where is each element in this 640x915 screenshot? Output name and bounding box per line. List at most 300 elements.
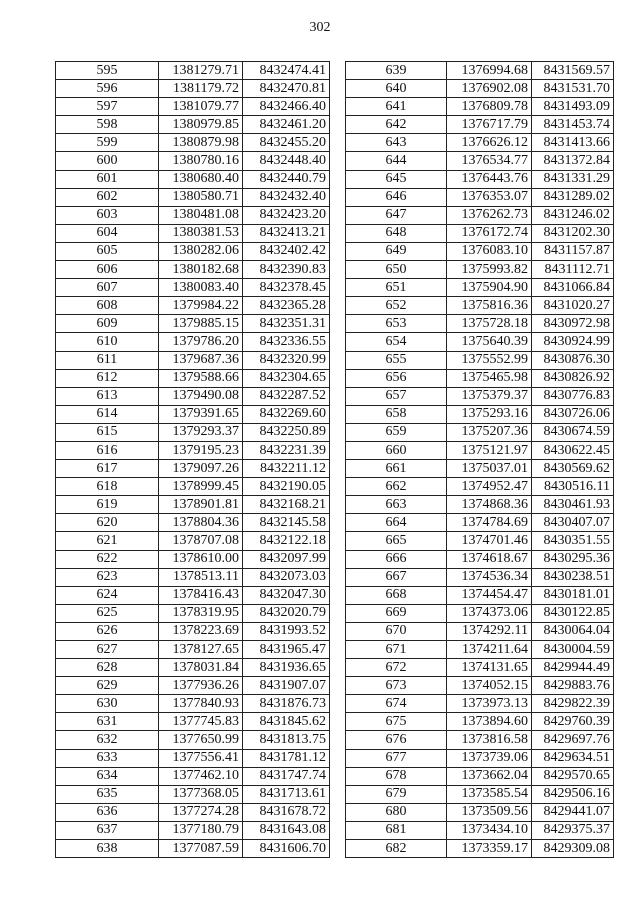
- x-coordinate-cell: 1376626.12: [447, 134, 532, 152]
- x-coordinate-cell: 1379786.20: [159, 333, 243, 351]
- y-coordinate-cell: 8430972.98: [532, 315, 614, 333]
- y-coordinate-cell: 8432402.42: [243, 242, 330, 260]
- y-coordinate-cell: 8432211.12: [243, 460, 330, 478]
- point-number-cell: 601: [56, 170, 159, 188]
- y-coordinate-cell: 8430004.59: [532, 641, 614, 659]
- table-row: [56, 351, 330, 369]
- coordinate-table-left-body: [56, 62, 330, 858]
- x-coordinate-cell: 1378223.69: [159, 622, 243, 640]
- table-row: [56, 80, 330, 98]
- table-row: [346, 550, 614, 568]
- x-coordinate-cell: 1377462.10: [159, 767, 243, 785]
- table-row: [346, 821, 614, 839]
- y-coordinate-cell: 8431643.08: [243, 821, 330, 839]
- table-row: [56, 695, 330, 713]
- point-number-cell: 616: [56, 441, 159, 459]
- x-coordinate-cell: 1379293.37: [159, 423, 243, 441]
- point-number-cell: 634: [56, 767, 159, 785]
- y-coordinate-cell: 8430924.99: [532, 333, 614, 351]
- x-coordinate-cell: 1375465.98: [447, 369, 532, 387]
- y-coordinate-cell: 8429441.07: [532, 803, 614, 821]
- y-coordinate-cell: 8432122.18: [243, 532, 330, 550]
- x-coordinate-cell: 1380580.71: [159, 188, 243, 206]
- point-number-cell: 672: [346, 659, 447, 677]
- y-coordinate-cell: 8430064.04: [532, 622, 614, 640]
- table-row: [346, 152, 614, 170]
- table-row: [346, 62, 614, 80]
- y-coordinate-cell: 8432097.99: [243, 550, 330, 568]
- table-row: [346, 279, 614, 297]
- point-number-cell: 671: [346, 641, 447, 659]
- x-coordinate-cell: 1378416.43: [159, 586, 243, 604]
- table-row: [346, 441, 614, 459]
- x-coordinate-cell: 1375816.36: [447, 297, 532, 315]
- point-number-cell: 636: [56, 803, 159, 821]
- point-number-cell: 625: [56, 604, 159, 622]
- table-row: [56, 821, 330, 839]
- point-number-cell: 610: [56, 333, 159, 351]
- x-coordinate-cell: 1377368.05: [159, 785, 243, 803]
- x-coordinate-cell: 1378031.84: [159, 659, 243, 677]
- point-number-cell: 613: [56, 387, 159, 405]
- table-row: [346, 568, 614, 586]
- point-number-cell: 660: [346, 441, 447, 459]
- y-coordinate-cell: 8432466.40: [243, 98, 330, 116]
- point-number-cell: 678: [346, 767, 447, 785]
- x-coordinate-cell: 1379588.66: [159, 369, 243, 387]
- y-coordinate-cell: 8431289.02: [532, 188, 614, 206]
- y-coordinate-cell: 8431845.62: [243, 713, 330, 731]
- table-row: [56, 297, 330, 315]
- x-coordinate-cell: 1374536.34: [447, 568, 532, 586]
- y-coordinate-cell: 8432250.89: [243, 423, 330, 441]
- table-row: [56, 622, 330, 640]
- x-coordinate-cell: 1373816.58: [447, 731, 532, 749]
- y-coordinate-cell: 8429375.37: [532, 821, 614, 839]
- x-coordinate-cell: 1380481.08: [159, 206, 243, 224]
- table-row: [346, 297, 614, 315]
- y-coordinate-cell: 8431020.27: [532, 297, 614, 315]
- x-coordinate-cell: 1376262.73: [447, 206, 532, 224]
- table-row: [346, 405, 614, 423]
- y-coordinate-cell: 8432470.81: [243, 80, 330, 98]
- table-row: [346, 134, 614, 152]
- point-number-cell: 646: [346, 188, 447, 206]
- x-coordinate-cell: 1378610.00: [159, 550, 243, 568]
- point-number-cell: 637: [56, 821, 159, 839]
- table-row: [56, 188, 330, 206]
- table-row: [56, 134, 330, 152]
- table-row: [346, 803, 614, 821]
- point-number-cell: 668: [346, 586, 447, 604]
- table-row: [56, 279, 330, 297]
- point-number-cell: 647: [346, 206, 447, 224]
- table-row: [56, 840, 330, 858]
- x-coordinate-cell: 1380381.53: [159, 224, 243, 242]
- table-row: [56, 116, 330, 134]
- table-row: [56, 460, 330, 478]
- y-coordinate-cell: 8431531.70: [532, 80, 614, 98]
- table-row: [346, 496, 614, 514]
- table-row: [56, 423, 330, 441]
- x-coordinate-cell: 1373509.56: [447, 803, 532, 821]
- x-coordinate-cell: 1379984.22: [159, 297, 243, 315]
- x-coordinate-cell: 1380979.85: [159, 116, 243, 134]
- point-number-cell: 623: [56, 568, 159, 586]
- table-row: [56, 369, 330, 387]
- y-coordinate-cell: 8429634.51: [532, 749, 614, 767]
- x-coordinate-cell: 1381279.71: [159, 62, 243, 80]
- x-coordinate-cell: 1378901.81: [159, 496, 243, 514]
- y-coordinate-cell: 8431713.61: [243, 785, 330, 803]
- table-row: [56, 206, 330, 224]
- y-coordinate-cell: 8432461.20: [243, 116, 330, 134]
- point-number-cell: 635: [56, 785, 159, 803]
- x-coordinate-cell: 1381079.77: [159, 98, 243, 116]
- point-number-cell: 608: [56, 297, 159, 315]
- y-coordinate-cell: 8431493.09: [532, 98, 614, 116]
- y-coordinate-cell: 8431747.74: [243, 767, 330, 785]
- point-number-cell: 656: [346, 369, 447, 387]
- point-number-cell: 614: [56, 405, 159, 423]
- point-number-cell: 669: [346, 604, 447, 622]
- y-coordinate-cell: 8432423.20: [243, 206, 330, 224]
- table-row: [346, 98, 614, 116]
- point-number-cell: 627: [56, 641, 159, 659]
- table-row: [346, 840, 614, 858]
- y-coordinate-cell: 8431157.87: [532, 242, 614, 260]
- y-coordinate-cell: 8432231.39: [243, 441, 330, 459]
- x-coordinate-cell: 1376443.76: [447, 170, 532, 188]
- y-coordinate-cell: 8431606.70: [243, 840, 330, 858]
- y-coordinate-cell: 8430407.07: [532, 514, 614, 532]
- y-coordinate-cell: 8429309.08: [532, 840, 614, 858]
- x-coordinate-cell: 1380083.40: [159, 279, 243, 297]
- table-row: [56, 152, 330, 170]
- table-row: [346, 170, 614, 188]
- x-coordinate-cell: 1380282.06: [159, 242, 243, 260]
- table-row: [346, 116, 614, 134]
- point-number-cell: 657: [346, 387, 447, 405]
- point-number-cell: 638: [56, 840, 159, 858]
- x-coordinate-cell: 1374052.15: [447, 677, 532, 695]
- point-number-cell: 680: [346, 803, 447, 821]
- point-number-cell: 682: [346, 840, 447, 858]
- table-row: [56, 261, 330, 279]
- table-row: [56, 677, 330, 695]
- x-coordinate-cell: 1373894.60: [447, 713, 532, 731]
- x-coordinate-cell: 1377745.83: [159, 713, 243, 731]
- y-coordinate-cell: 8431569.57: [532, 62, 614, 80]
- x-coordinate-cell: 1373585.54: [447, 785, 532, 803]
- point-number-cell: 644: [346, 152, 447, 170]
- point-number-cell: 630: [56, 695, 159, 713]
- x-coordinate-cell: 1376534.77: [447, 152, 532, 170]
- y-coordinate-cell: 8432145.58: [243, 514, 330, 532]
- y-coordinate-cell: 8432047.30: [243, 586, 330, 604]
- table-row: [56, 387, 330, 405]
- x-coordinate-cell: 1375640.39: [447, 333, 532, 351]
- point-number-cell: 596: [56, 80, 159, 98]
- point-number-cell: 673: [346, 677, 447, 695]
- point-number-cell: 629: [56, 677, 159, 695]
- y-coordinate-cell: 8430622.45: [532, 441, 614, 459]
- point-number-cell: 619: [56, 496, 159, 514]
- table-row: [56, 405, 330, 423]
- x-coordinate-cell: 1379195.23: [159, 441, 243, 459]
- point-number-cell: 624: [56, 586, 159, 604]
- x-coordinate-cell: 1381179.72: [159, 80, 243, 98]
- x-coordinate-cell: 1376994.68: [447, 62, 532, 80]
- x-coordinate-cell: 1375037.01: [447, 460, 532, 478]
- point-number-cell: 679: [346, 785, 447, 803]
- coordinate-table-right: [345, 61, 614, 858]
- point-number-cell: 662: [346, 478, 447, 496]
- table-row: [56, 315, 330, 333]
- table-row: [56, 333, 330, 351]
- x-coordinate-cell: 1375293.16: [447, 405, 532, 423]
- point-number-cell: 665: [346, 532, 447, 550]
- x-coordinate-cell: 1376809.78: [447, 98, 532, 116]
- y-coordinate-cell: 8432168.21: [243, 496, 330, 514]
- table-row: [56, 749, 330, 767]
- table-row: [346, 767, 614, 785]
- table-row: [346, 749, 614, 767]
- point-number-cell: 632: [56, 731, 159, 749]
- y-coordinate-cell: 8430876.30: [532, 351, 614, 369]
- x-coordinate-cell: 1378707.08: [159, 532, 243, 550]
- x-coordinate-cell: 1373973.13: [447, 695, 532, 713]
- point-number-cell: 649: [346, 242, 447, 260]
- point-number-cell: 675: [346, 713, 447, 731]
- point-number-cell: 595: [56, 62, 159, 80]
- table-row: [56, 514, 330, 532]
- y-coordinate-cell: 8431112.71: [532, 261, 614, 279]
- point-number-cell: 604: [56, 224, 159, 242]
- x-coordinate-cell: 1374952.47: [447, 478, 532, 496]
- y-coordinate-cell: 8431066.84: [532, 279, 614, 297]
- y-coordinate-cell: 8432448.40: [243, 152, 330, 170]
- x-coordinate-cell: 1378127.65: [159, 641, 243, 659]
- x-coordinate-cell: 1379391.65: [159, 405, 243, 423]
- y-coordinate-cell: 8431202.30: [532, 224, 614, 242]
- y-coordinate-cell: 8431246.02: [532, 206, 614, 224]
- table-row: [346, 731, 614, 749]
- point-number-cell: 664: [346, 514, 447, 532]
- x-coordinate-cell: 1376172.74: [447, 224, 532, 242]
- table-row: [346, 369, 614, 387]
- x-coordinate-cell: 1377556.41: [159, 749, 243, 767]
- y-coordinate-cell: 8430181.01: [532, 586, 614, 604]
- table-row: [56, 62, 330, 80]
- y-coordinate-cell: 8432474.41: [243, 62, 330, 80]
- y-coordinate-cell: 8430351.55: [532, 532, 614, 550]
- point-number-cell: 667: [346, 568, 447, 586]
- x-coordinate-cell: 1374701.46: [447, 532, 532, 550]
- x-coordinate-cell: 1373662.04: [447, 767, 532, 785]
- table-row: [56, 242, 330, 260]
- y-coordinate-cell: 8431965.47: [243, 641, 330, 659]
- table-row: [56, 731, 330, 749]
- x-coordinate-cell: 1375904.90: [447, 279, 532, 297]
- y-coordinate-cell: 8430826.92: [532, 369, 614, 387]
- table-row: [346, 351, 614, 369]
- x-coordinate-cell: 1375379.37: [447, 387, 532, 405]
- point-number-cell: 603: [56, 206, 159, 224]
- y-coordinate-cell: 8432390.83: [243, 261, 330, 279]
- table-row: [56, 224, 330, 242]
- y-coordinate-cell: 8432020.79: [243, 604, 330, 622]
- x-coordinate-cell: 1376083.10: [447, 242, 532, 260]
- table-row: [346, 532, 614, 550]
- table-row: [346, 677, 614, 695]
- y-coordinate-cell: 8432336.55: [243, 333, 330, 351]
- table-row: [346, 641, 614, 659]
- point-number-cell: 670: [346, 622, 447, 640]
- point-number-cell: 605: [56, 242, 159, 260]
- table-row: [346, 713, 614, 731]
- table-row: [346, 695, 614, 713]
- y-coordinate-cell: 8432455.20: [243, 134, 330, 152]
- point-number-cell: 651: [346, 279, 447, 297]
- y-coordinate-cell: 8429883.76: [532, 677, 614, 695]
- point-number-cell: 633: [56, 749, 159, 767]
- point-number-cell: 597: [56, 98, 159, 116]
- y-coordinate-cell: 8429822.39: [532, 695, 614, 713]
- table-row: [346, 206, 614, 224]
- point-number-cell: 645: [346, 170, 447, 188]
- x-coordinate-cell: 1374618.67: [447, 550, 532, 568]
- x-coordinate-cell: 1373359.17: [447, 840, 532, 858]
- table-row: [346, 387, 614, 405]
- y-coordinate-cell: 8431372.84: [532, 152, 614, 170]
- point-number-cell: 617: [56, 460, 159, 478]
- page-number: 302: [309, 20, 331, 35]
- y-coordinate-cell: 8429506.16: [532, 785, 614, 803]
- y-coordinate-cell: 8432365.28: [243, 297, 330, 315]
- table-row: [346, 224, 614, 242]
- table-row: [346, 604, 614, 622]
- table-row: [346, 333, 614, 351]
- point-number-cell: 611: [56, 351, 159, 369]
- x-coordinate-cell: 1375728.18: [447, 315, 532, 333]
- x-coordinate-cell: 1376353.07: [447, 188, 532, 206]
- table-row: [56, 641, 330, 659]
- point-number-cell: 677: [346, 749, 447, 767]
- table-row: [346, 659, 614, 677]
- point-number-cell: 666: [346, 550, 447, 568]
- x-coordinate-cell: 1374292.11: [447, 622, 532, 640]
- y-coordinate-cell: 8431413.66: [532, 134, 614, 152]
- coordinate-table-right-body: [346, 62, 614, 858]
- x-coordinate-cell: 1380182.68: [159, 261, 243, 279]
- x-coordinate-cell: 1377180.79: [159, 821, 243, 839]
- table-row: [346, 423, 614, 441]
- point-number-cell: 643: [346, 134, 447, 152]
- y-coordinate-cell: 8429697.76: [532, 731, 614, 749]
- x-coordinate-cell: 1374131.65: [447, 659, 532, 677]
- x-coordinate-cell: 1375552.99: [447, 351, 532, 369]
- y-coordinate-cell: 8432269.60: [243, 405, 330, 423]
- point-number-cell: 663: [346, 496, 447, 514]
- x-coordinate-cell: 1379687.36: [159, 351, 243, 369]
- x-coordinate-cell: 1379097.26: [159, 460, 243, 478]
- y-coordinate-cell: 8430122.85: [532, 604, 614, 622]
- x-coordinate-cell: 1374868.36: [447, 496, 532, 514]
- x-coordinate-cell: 1374454.47: [447, 586, 532, 604]
- point-number-cell: 628: [56, 659, 159, 677]
- table-row: [56, 98, 330, 116]
- table-row: [56, 568, 330, 586]
- y-coordinate-cell: 8430238.51: [532, 568, 614, 586]
- point-number-cell: 639: [346, 62, 447, 80]
- y-coordinate-cell: 8431781.12: [243, 749, 330, 767]
- x-coordinate-cell: 1380879.98: [159, 134, 243, 152]
- x-coordinate-cell: 1373434.10: [447, 821, 532, 839]
- x-coordinate-cell: 1375207.36: [447, 423, 532, 441]
- y-coordinate-cell: 8431907.07: [243, 677, 330, 695]
- point-number-cell: 609: [56, 315, 159, 333]
- table-row: [56, 604, 330, 622]
- y-coordinate-cell: 8430726.06: [532, 405, 614, 423]
- point-number-cell: 655: [346, 351, 447, 369]
- point-number-cell: 599: [56, 134, 159, 152]
- y-coordinate-cell: 8432073.03: [243, 568, 330, 586]
- x-coordinate-cell: 1376717.79: [447, 116, 532, 134]
- y-coordinate-cell: 8430569.62: [532, 460, 614, 478]
- point-number-cell: 620: [56, 514, 159, 532]
- y-coordinate-cell: 8430461.93: [532, 496, 614, 514]
- table-row: [56, 496, 330, 514]
- table-row: [56, 767, 330, 785]
- point-number-cell: 659: [346, 423, 447, 441]
- x-coordinate-cell: 1374373.06: [447, 604, 532, 622]
- x-coordinate-cell: 1378804.36: [159, 514, 243, 532]
- table-row: [346, 785, 614, 803]
- y-coordinate-cell: 8430674.59: [532, 423, 614, 441]
- table-row: [56, 170, 330, 188]
- y-coordinate-cell: 8430295.36: [532, 550, 614, 568]
- table-row: [346, 478, 614, 496]
- table-row: [56, 586, 330, 604]
- point-number-cell: 674: [346, 695, 447, 713]
- x-coordinate-cell: 1374211.64: [447, 641, 532, 659]
- table-row: [346, 315, 614, 333]
- y-coordinate-cell: 8431678.72: [243, 803, 330, 821]
- table-row: [346, 80, 614, 98]
- table-row: [56, 803, 330, 821]
- x-coordinate-cell: 1374784.69: [447, 514, 532, 532]
- x-coordinate-cell: 1379490.08: [159, 387, 243, 405]
- table-row: [346, 460, 614, 478]
- x-coordinate-cell: 1380680.40: [159, 170, 243, 188]
- table-row: [56, 550, 330, 568]
- y-coordinate-cell: 8429760.39: [532, 713, 614, 731]
- y-coordinate-cell: 8432351.31: [243, 315, 330, 333]
- point-number-cell: 600: [56, 152, 159, 170]
- x-coordinate-cell: 1373739.06: [447, 749, 532, 767]
- x-coordinate-cell: 1380780.16: [159, 152, 243, 170]
- table-row: [56, 659, 330, 677]
- point-number-cell: 621: [56, 532, 159, 550]
- x-coordinate-cell: 1377087.59: [159, 840, 243, 858]
- point-number-cell: 622: [56, 550, 159, 568]
- x-coordinate-cell: 1379885.15: [159, 315, 243, 333]
- y-coordinate-cell: 8432378.45: [243, 279, 330, 297]
- point-number-cell: 612: [56, 369, 159, 387]
- y-coordinate-cell: 8430516.11: [532, 478, 614, 496]
- y-coordinate-cell: 8432190.05: [243, 478, 330, 496]
